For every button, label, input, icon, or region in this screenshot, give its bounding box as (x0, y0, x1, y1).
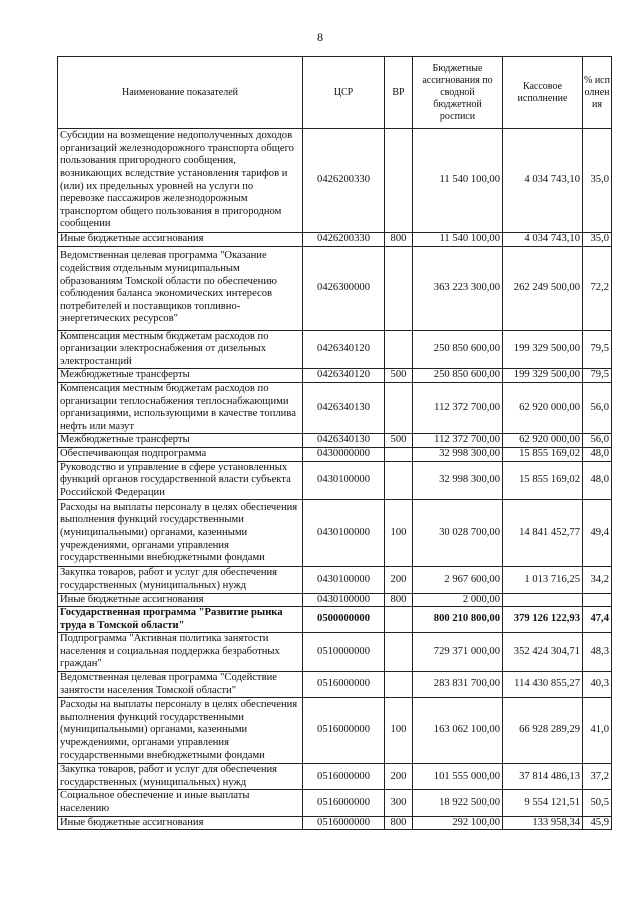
row-cash-cell: 379 126 122,93 (503, 607, 583, 633)
row-pct-cell: 48,0 (583, 461, 612, 500)
row-name-cell: Компенсация местным бюджетам расходов по организации теплоснабжения теплоснабжающими организациями, использующими в качестве топлива нефть или мазут (58, 382, 303, 433)
row-cash-cell: 15 855 169,02 (503, 461, 583, 500)
row-name-cell: Расходы на выплаты персоналу в целях обеспечения выполнения функций государственными (муниципальными) органами, казенными учреждениями, органами управления государственными внебюджетными фондами (58, 500, 303, 567)
row-name-cell: Ведомственная целевая программа "Содействие занятости населения Томской области" (58, 672, 303, 698)
table-row (58, 461, 612, 500)
row-budget-cell: 292 100,00 (413, 816, 503, 830)
row-cash-cell: 114 430 855,27 (503, 672, 583, 698)
table-row (58, 567, 612, 593)
row-csr-cell: 0500000000 (303, 607, 385, 633)
table-row (58, 790, 612, 816)
row-vr-cell (385, 382, 413, 433)
row-csr-cell: 0516000000 (303, 698, 385, 764)
row-budget-cell: 112 372 700,00 (413, 434, 503, 448)
row-pct-cell: 45,9 (583, 816, 612, 830)
row-pct-cell: 35,0 (583, 129, 612, 233)
row-csr-cell: 0516000000 (303, 790, 385, 816)
row-csr-cell: 0426300000 (303, 246, 385, 330)
table-row (58, 233, 612, 247)
row-cash-cell (503, 593, 583, 607)
page-number: 8 (317, 30, 323, 44)
row-vr-cell: 200 (385, 764, 413, 790)
row-pct-cell: 37,2 (583, 764, 612, 790)
row-vr-cell (385, 246, 413, 330)
row-pct-cell (583, 593, 612, 607)
row-name-cell: Подпрограмма "Активная политика занятости населения и социальная поддержка безработных граждан" (58, 633, 303, 672)
row-pct-cell: 56,0 (583, 382, 612, 433)
row-name-cell: Закупка товаров, работ и услуг для обеспечения государственных (муниципальных) нужд (58, 764, 303, 790)
row-pct-cell: 48,0 (583, 447, 612, 461)
row-name-cell: Межбюджетные трансферты (58, 434, 303, 448)
row-budget-cell: 283 831 700,00 (413, 672, 503, 698)
row-vr-cell (385, 633, 413, 672)
header-name: Наименование показателей (58, 57, 303, 129)
header-vr: ВР (385, 57, 413, 129)
row-name-cell: Субсидии на возмещение недополученных доходов организаций железнодорожного транспорта общего пользования пригородного сообщения, возникающих вследствие установления тарифов и (или) их предельных уровней на услуги по перевозке пассажиров железнодорожным транспортом общего пользования в пригородном сообщении (58, 129, 303, 233)
table-header-row (58, 57, 612, 129)
row-cash-cell: 14 841 452,77 (503, 500, 583, 567)
row-vr-cell: 500 (385, 369, 413, 383)
row-pct-cell: 50,5 (583, 790, 612, 816)
row-budget-cell: 163 062 100,00 (413, 698, 503, 764)
row-name-cell: Государственная программа "Развитие рынка труда в Томской области" (58, 607, 303, 633)
row-cash-cell: 352 424 304,71 (503, 633, 583, 672)
row-name-cell: Иные бюджетные ассигнования (58, 233, 303, 247)
row-budget-cell: 32 998 300,00 (413, 447, 503, 461)
row-cash-cell: 4 034 743,10 (503, 233, 583, 247)
budget-execution-table (57, 56, 612, 830)
row-budget-cell: 101 555 000,00 (413, 764, 503, 790)
row-name-cell: Компенсация местным бюджетам расходов по организации электроснабжения от дизельных электростанций (58, 330, 303, 369)
row-name-cell: Межбюджетные трансферты (58, 369, 303, 383)
row-budget-cell: 30 028 700,00 (413, 500, 503, 567)
row-budget-cell: 2 967 600,00 (413, 567, 503, 593)
table-row (58, 593, 612, 607)
row-cash-cell: 4 034 743,10 (503, 129, 583, 233)
row-csr-cell: 0516000000 (303, 764, 385, 790)
row-name-cell: Расходы на выплаты персоналу в целях обеспечения выполнения функций государственными (муниципальными) органами, казенными учреждениями, органами управления государственными внебюджетными фондами (58, 698, 303, 764)
row-budget-cell: 112 372 700,00 (413, 382, 503, 433)
row-pct-cell: 79,5 (583, 369, 612, 383)
row-cash-cell: 37 814 486,13 (503, 764, 583, 790)
row-vr-cell: 800 (385, 593, 413, 607)
row-cash-cell: 199 329 500,00 (503, 369, 583, 383)
row-vr-cell: 200 (385, 567, 413, 593)
header-cash: Кассовое исполнение (503, 57, 583, 129)
row-vr-cell (385, 447, 413, 461)
row-vr-cell: 100 (385, 698, 413, 764)
row-pct-cell: 49,4 (583, 500, 612, 567)
table-row (58, 816, 612, 830)
row-csr-cell: 0430000000 (303, 447, 385, 461)
row-budget-cell: 18 922 500,00 (413, 790, 503, 816)
row-budget-cell: 2 000,00 (413, 593, 503, 607)
header-csr: ЦСР (303, 57, 385, 129)
row-budget-cell: 800 210 800,00 (413, 607, 503, 633)
row-vr-cell: 300 (385, 790, 413, 816)
header-budget: Бюджетные ассигнования по сводной бюджетной росписи (413, 57, 503, 129)
row-pct-cell: 56,0 (583, 434, 612, 448)
row-cash-cell: 62 920 000,00 (503, 382, 583, 433)
row-budget-cell: 363 223 300,00 (413, 246, 503, 330)
table-row (58, 764, 612, 790)
row-vr-cell (385, 330, 413, 369)
row-csr-cell: 0426340130 (303, 382, 385, 433)
table-row (58, 633, 612, 672)
table-row (58, 382, 612, 433)
row-cash-cell: 262 249 500,00 (503, 246, 583, 330)
row-name-cell: Обеспечивающая подпрограмма (58, 447, 303, 461)
row-csr-cell: 0430100000 (303, 567, 385, 593)
row-vr-cell (385, 672, 413, 698)
row-budget-cell: 11 540 100,00 (413, 129, 503, 233)
row-budget-cell: 250 850 600,00 (413, 369, 503, 383)
table-row (58, 434, 612, 448)
row-name-cell: Закупка товаров, работ и услуг для обеспечения государственных (муниципальных) нужд (58, 567, 303, 593)
row-cash-cell: 199 329 500,00 (503, 330, 583, 369)
row-csr-cell: 0516000000 (303, 816, 385, 830)
row-cash-cell: 9 554 121,51 (503, 790, 583, 816)
row-budget-cell: 729 371 000,00 (413, 633, 503, 672)
table-row (58, 500, 612, 567)
table-row (58, 129, 612, 233)
row-cash-cell: 15 855 169,02 (503, 447, 583, 461)
row-csr-cell: 0516000000 (303, 672, 385, 698)
row-vr-cell: 800 (385, 816, 413, 830)
row-csr-cell: 0430100000 (303, 461, 385, 500)
table-row (58, 246, 612, 330)
row-vr-cell: 500 (385, 434, 413, 448)
row-csr-cell: 0430100000 (303, 500, 385, 567)
row-csr-cell: 0426340120 (303, 330, 385, 369)
row-csr-cell: 0430100000 (303, 593, 385, 607)
row-cash-cell: 1 013 716,25 (503, 567, 583, 593)
row-name-cell: Руководство и управление в сфере установленных функций органов государственной власти субъекта Российской Федерации (58, 461, 303, 500)
row-name-cell: Иные бюджетные ассигнования (58, 816, 303, 830)
row-vr-cell (385, 461, 413, 500)
row-pct-cell: 35,0 (583, 233, 612, 247)
row-csr-cell: 0510000000 (303, 633, 385, 672)
table-row (58, 369, 612, 383)
row-cash-cell: 66 928 289,29 (503, 698, 583, 764)
table-row (58, 672, 612, 698)
row-vr-cell (385, 129, 413, 233)
table-row (58, 447, 612, 461)
table-row (58, 330, 612, 369)
row-csr-cell: 0426340130 (303, 434, 385, 448)
row-cash-cell: 133 958,34 (503, 816, 583, 830)
row-vr-cell (385, 607, 413, 633)
row-name-cell: Социальное обеспечение и иные выплаты населению (58, 790, 303, 816)
row-csr-cell: 0426200330 (303, 129, 385, 233)
row-csr-cell: 0426200330 (303, 233, 385, 247)
row-pct-cell: 79,5 (583, 330, 612, 369)
row-cash-cell: 62 920 000,00 (503, 434, 583, 448)
row-pct-cell: 41,0 (583, 698, 612, 764)
row-vr-cell: 800 (385, 233, 413, 247)
row-pct-cell: 72,2 (583, 246, 612, 330)
row-vr-cell: 100 (385, 500, 413, 567)
row-budget-cell: 250 850 600,00 (413, 330, 503, 369)
row-csr-cell: 0426340120 (303, 369, 385, 383)
row-name-cell: Иные бюджетные ассигнования (58, 593, 303, 607)
row-budget-cell: 32 998 300,00 (413, 461, 503, 500)
row-pct-cell: 48,3 (583, 633, 612, 672)
table-row (58, 607, 612, 633)
row-pct-cell: 40,3 (583, 672, 612, 698)
row-pct-cell: 34,2 (583, 567, 612, 593)
row-budget-cell: 11 540 100,00 (413, 233, 503, 247)
row-name-cell: Ведомственная целевая программа "Оказание содействия отдельным муниципальным образованиям Томской области по обеспечению соблюдения баланса экономических интересов потребителей и поставщиков топливно-энергетических ресурсов" (58, 246, 303, 330)
row-pct-cell: 47,4 (583, 607, 612, 633)
header-pct: % исполнения (583, 57, 612, 129)
table-row (58, 698, 612, 764)
